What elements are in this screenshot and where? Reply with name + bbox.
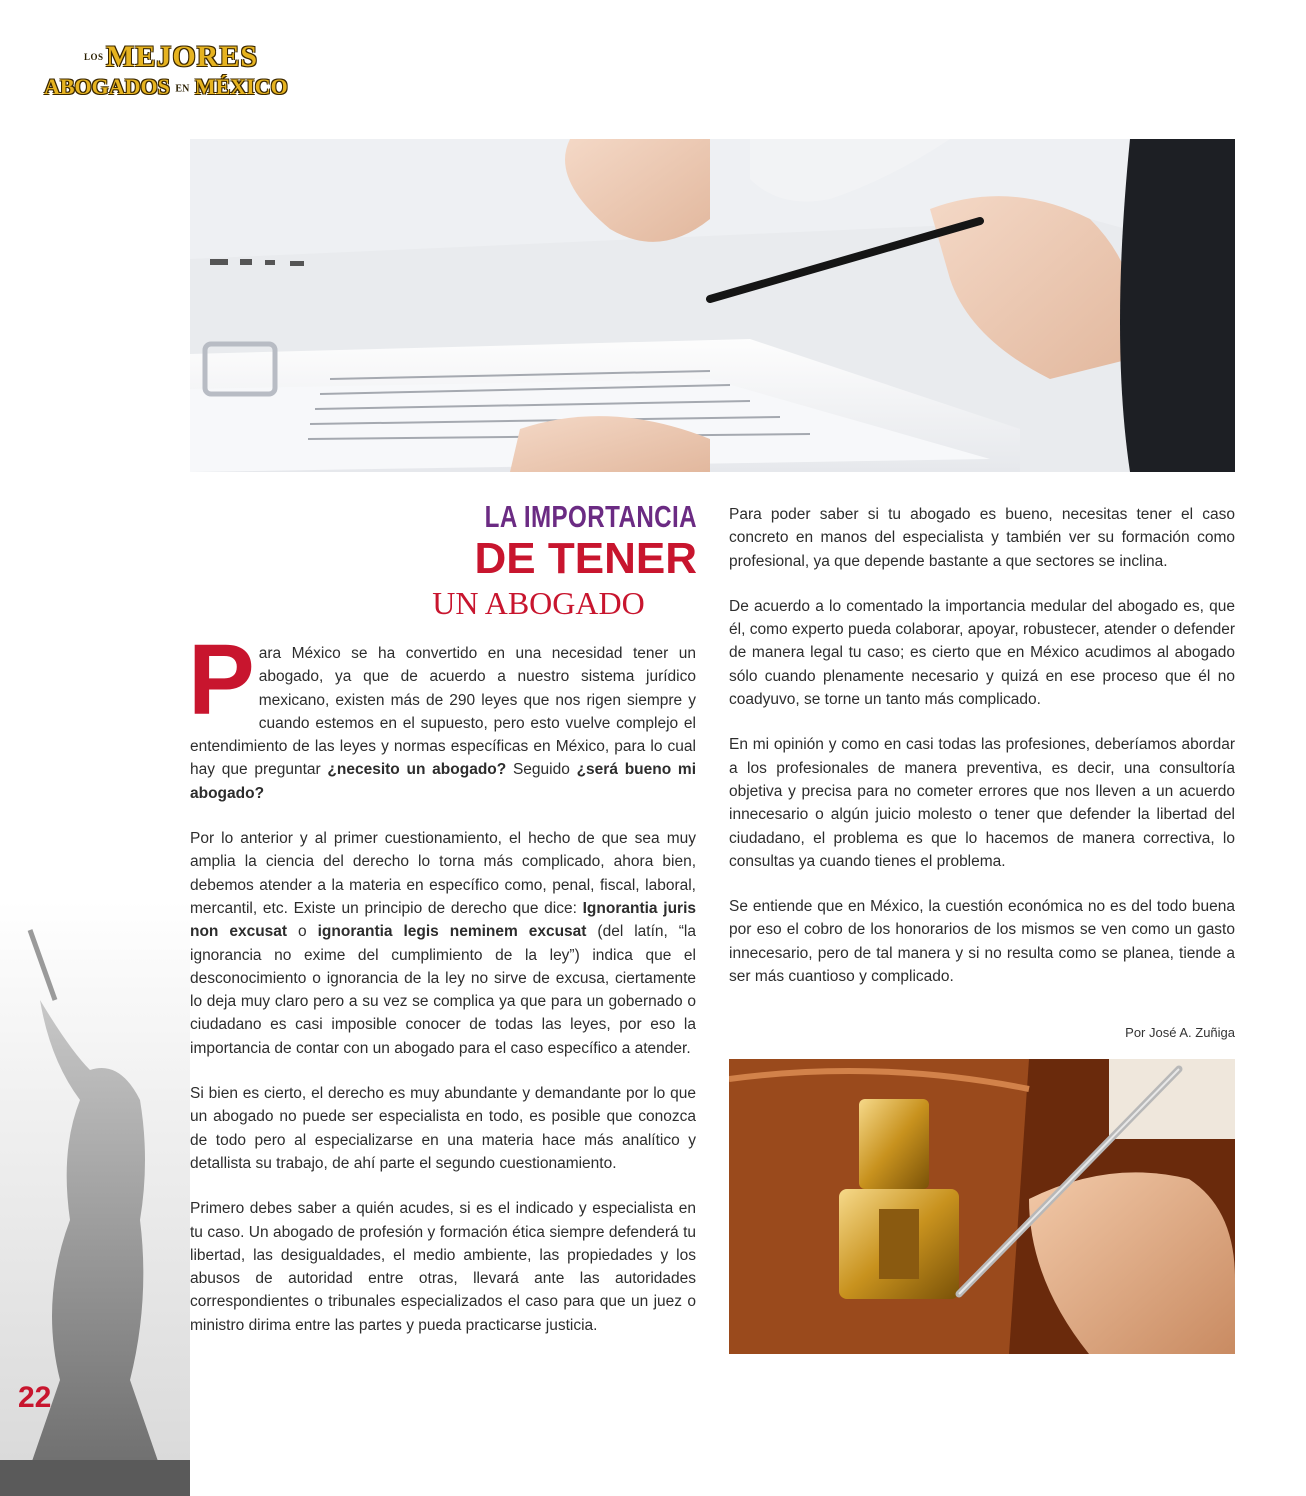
bold-latin-1: Ignorantia juris non excusat xyxy=(190,899,696,941)
logo-mexico: MÉXICO xyxy=(194,74,288,99)
bold-latin-2: ignorantia legis neminem excusat xyxy=(317,923,587,941)
drop-cap: P xyxy=(188,624,255,736)
text-run: o xyxy=(287,923,318,941)
heading-line-3: UN ABOGADO xyxy=(432,585,645,621)
logo-en: EN xyxy=(175,83,190,95)
text-run: Por lo anterior y al primer cuestionamiento, el hecho de que sea muy amplia la ciencia del derecho lo torna más complicado, ahora bien, debemos atender a la materia en específico como, penal, fiscal, laboral, mercantil, etc. Existe un principio de derecho que dice: xyxy=(190,830,696,917)
paragraph: Si bien es cierto, el derecho es muy abundante y demandante por lo que un abogado no puede ser especialista en todo, es posible que conozca de todo pero al especializarse en una materia hace más analítico y detallista su trabajo, de ahí parte el segundo cuestionamiento. xyxy=(190,1085,696,1172)
heading-line-2: DE TENER xyxy=(474,534,697,583)
logo-abogados: ABOGADOS xyxy=(44,74,170,99)
article-right-column xyxy=(729,503,1235,1010)
text-run: ara México se ha convertido en una necesidad tener un abogado, ya que de acuerdo a nuestro sistema jurídico mexicano, existen más de 290 leyes que nos rigen siempre y cuando estemos en el supuesto, pero esto vuelve complejo el entendimiento de las leyes y normas específicas en México, para lo cual hay que preguntar xyxy=(190,645,696,779)
photo-briefcase-illustration xyxy=(729,1059,1235,1354)
photo-briefcase-pen xyxy=(729,1059,1235,1354)
logo-mejores: MEJORES xyxy=(106,40,259,73)
heading-line-1: LA IMPORTANCIA xyxy=(484,499,697,534)
paragraph: Para poder saber si tu abogado es bueno, necesitas tener el caso concreto en manos del especialista y también ver su formación como profesional, ya que depende bastante a que sectores se inclina. xyxy=(729,506,1235,570)
magazine-logo xyxy=(44,40,306,100)
paragraph: De acuerdo a lo comentado la importancia medular del abogado es, que él, como experto pueda colaborar, apoyar, robustecer, atender o defender de manera legal tu caso; es cierto que en México acudimos al abogado sólo cuando plenamente necesario y quizá en ese proceso que él no coadyuvo, se torne un tanto más complicado. xyxy=(729,597,1235,709)
paragraph xyxy=(190,827,696,1060)
bold-question-1: ¿necesito un abogado? xyxy=(327,761,507,779)
photo-hands-signing-illustration xyxy=(190,139,1235,472)
paragraph: En mi opinión y como en casi todas las profesiones, deberíamos abordar a los profesionales de manera preventiva, es decir, una consultoría objetiva y precisa para no cometer errores que nos lleven a un acuerdo innecesario o algún juicio molesto o tener que defender la libertad del ciudadano, el problema es que lo hacemos de manera correctiva, lo consultas ya cuando tienes el problema. xyxy=(729,736,1235,870)
logo-los: LOS xyxy=(84,52,104,62)
article-heading xyxy=(340,500,697,622)
paragraph: Primero debes saber a quién acudes, si es el indicado y especialista en tu caso. Un abogado de profesión y formación ética siempre defenderá tu libertad, las desigualdades, el medio ambiente, las propiedades y los abusos de autoridad entre otras, llevará ante las autoridades correspondientes o tribunales especializados el caso para que un juez o ministro dirima entre las partes y pueda practicarse justicia. xyxy=(190,1200,696,1334)
paragraph: Se entiende que en México, la cuestión económica no es del todo buena por eso el cobro de los honorarios de los mismos se ven como un gasto innecesario, pero de tal manera y si no resulta como se planea, tiende a ser más cuantioso y complicado. xyxy=(729,898,1235,986)
bold-question-2: ¿será bueno mi abogado? xyxy=(190,761,697,802)
author-byline: Por José A. Zuñiga xyxy=(1125,1025,1235,1040)
page-number: 22 xyxy=(18,1381,52,1414)
photo-hands-signing-document xyxy=(190,139,1235,472)
text-run: (del latín, “la ignorancia no exime del cumplimiento de la ley”) indica que el desconocimiento o ignorancia de la ley no sirve de excusa, ciertamente lo deja muy claro pero a su vez se complica ya que para un gobernado o ciudadano es casi imposible conocer de todas las leyes, por eso la importancia de contar con un abogado para el caso específico a atender. xyxy=(190,923,696,1057)
text-run: Seguido xyxy=(506,761,577,779)
logo-line2 xyxy=(44,74,288,100)
paragraph xyxy=(188,624,697,805)
article-left-column xyxy=(188,624,697,1359)
